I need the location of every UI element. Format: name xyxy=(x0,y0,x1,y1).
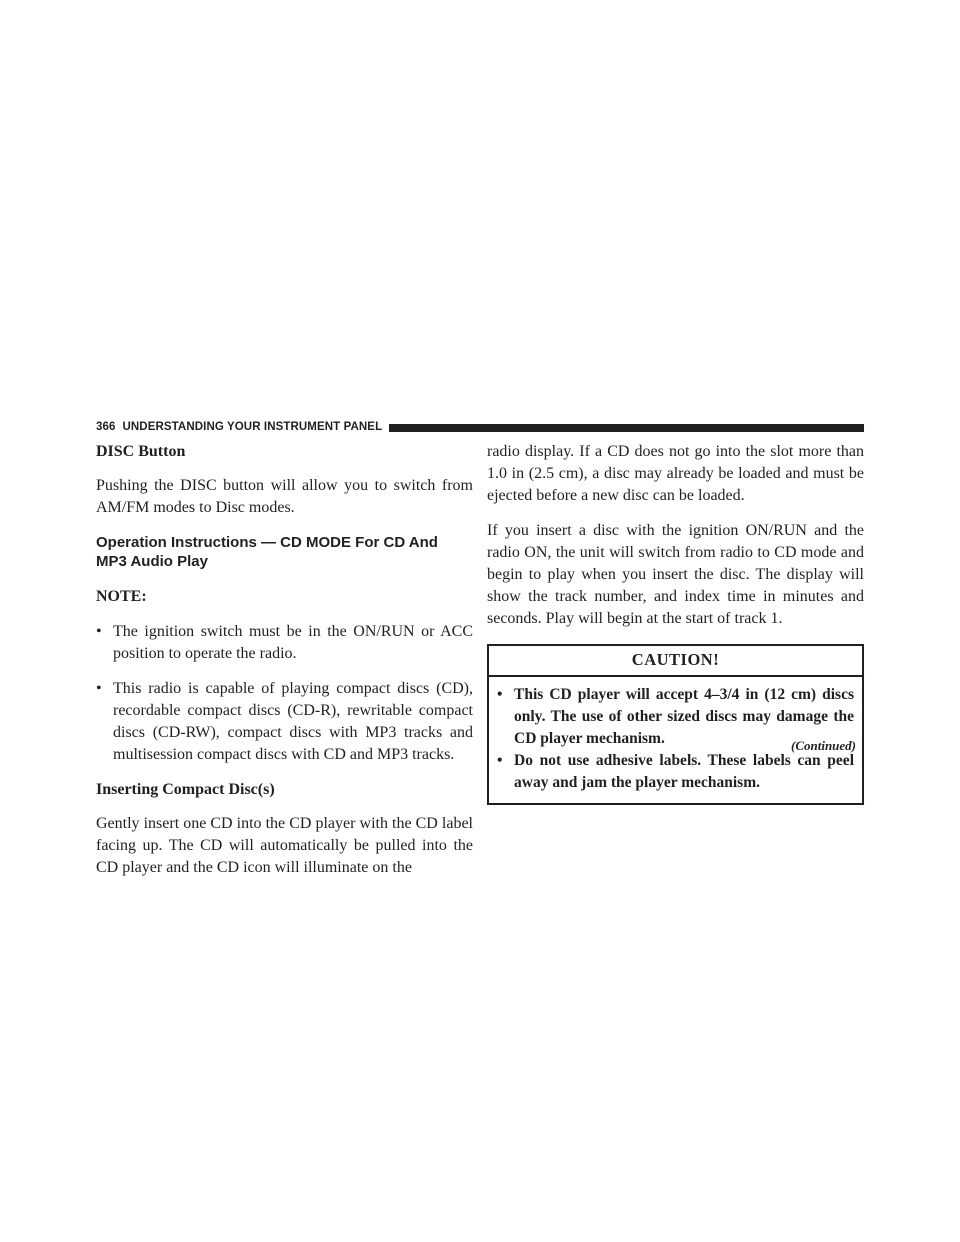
disc-button-heading: DISC Button xyxy=(96,443,186,460)
section-title: UNDERSTANDING YOUR INSTRUMENT PANEL xyxy=(122,421,383,433)
operation-heading xyxy=(96,533,473,571)
right-paragraph-1: radio display. If a CD does not go into the slot more than 1.0 in (2.5 cm), a disc may already be loaded and must be ejected before a new disc can be loaded. xyxy=(487,443,864,504)
inserting-text: Gently insert one CD into the CD player with the CD label facing up. The CD will automatically be pulled into the CD player and the CD icon will illuminate on the xyxy=(96,815,473,876)
disc-button-text: Pushing the DISC button will allow you to switch from AM/FM modes to Disc modes. xyxy=(96,477,473,516)
inserting-heading: Inserting Compact Disc(s) xyxy=(96,781,275,798)
left-column xyxy=(96,441,473,879)
list-item: • This CD player will accept 4–3/4 in (12 cm) discs only. The use of other sized discs may damage the CD player mechanism. xyxy=(497,686,854,747)
bullet-icon: • xyxy=(96,680,102,697)
note-label: NOTE: xyxy=(96,588,147,605)
header-rule xyxy=(389,424,864,432)
note-bullet-list xyxy=(96,621,473,766)
bullet-icon: • xyxy=(497,752,503,769)
bullet-icon: • xyxy=(497,686,503,703)
list-item: • The ignition switch must be in the ON/RUN or ACC position to operate the radio. xyxy=(96,623,473,662)
page-header xyxy=(96,419,864,435)
caution-box xyxy=(487,644,864,805)
bullet-icon: • xyxy=(96,623,102,640)
operation-heading-line2: MP3 Audio Play xyxy=(96,553,208,570)
operation-heading-line1: Operation Instructions — CD MODE For CD And xyxy=(96,534,438,551)
list-item: • Do not use adhesive labels. These labels can peel away and jam the player mechanism. xyxy=(497,752,854,791)
right-paragraph-2: If you insert a disc with the ignition ON/RUN and the radio ON, the unit will switch from radio to CD mode and begin to play when you insert the disc. The display will show the track number, and index time in minutes and seconds. Play will begin at the start of track 1. xyxy=(487,522,864,627)
caution-title: CAUTION! xyxy=(489,646,862,677)
page-number: 366 xyxy=(96,421,116,433)
continued-label: (Continued) xyxy=(790,738,856,753)
list-item: • This radio is capable of playing compact discs (CD), recordable compact discs (CD-R), rewritable compact discs (CD-RW), compact discs with MP3 tracks and multisession compact discs with CD and MP3 tracks. xyxy=(96,680,473,763)
